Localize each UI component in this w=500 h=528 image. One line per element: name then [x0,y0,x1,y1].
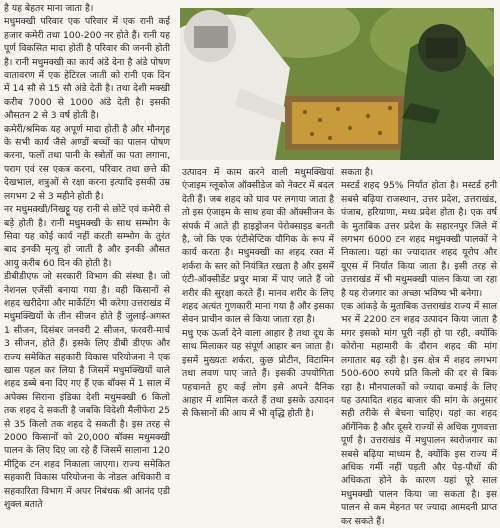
beekeeper-illustration [180,8,494,160]
paragraph: सकता है। [341,167,374,178]
paragraph: नर मधुमक्खी/निखट्टू यह रानी से छोटे एवं कमेरी से बड़े होती है। रानी मधुमक्खी के साथ सम्भोग के सिवा यह कोई कार्य नहीं करती सम्भोग के तुरंत बाद इनकी मृत्यु हो जाती है और इनकी औसत आयु करीब 60 दिन की होती है। [4,204,170,269]
beekeeper-photo [180,8,494,160]
paragraph: डीबीडीएफ जो सरकारी विभाग की संस्था है। जो नेशनल एजेंसी बनाया गया है। वही किसानों से शहद खरीदेगा और मार्केटिंग भी करेगा उत्तराखंड में मधुमक्खियों के तीन सीजन होते हैं जुलाई-अगस्त 1 सीजन, दिसंबर जनवरी 2 सीजन, फरवरी-मार्च 3 सीजन, होते हैं। इसके लिए डीबी डीएफ और राज्य समेकित सहकारी विकास परियोजना ने एक खास पहल कर लिया है जिसमें मधुमक्खियों वाले शहद डब्बे बना दिए गए हैं एक बॉक्स में 1 साल में अपेक्स सिराना इंडिका देशी मधुमक्खी 6 किलो तक शहद दे सकती है जबकि विदेशी मैलीफेरा 25 से 35 किलो तक शहद दे सकती है। इस तरह से 2000 किसानों को 20,000 बॉक्स मधुमक्खी पालन के लिए दिए जा रहे हैं जिसमें सालाना 120 मीट्रिक टन शहद निकाला जाएगा। राज्य समेकित सहकारी विकास परियोजना के नोडल अधिकारी व सहकारिता विभाग में अपर निबंधक श्री आनंद एडी शुक्ल बताते [4,271,170,511]
paragraph: कमेरी/श्रमिक यह अपूर्ण मादा होती है और मौनगृह के सभी कार्य जैसे अण्डों बच्चों का पालन पोषण करना, फलों तथा पानी के स्त्रोतों का पता लगाना, पराग एवं रस एकत्र करना, परिवार तथा छत्ते की देखभाल, शत्रुओं से रक्षा करना इत्यादि इसकी उम्र लगभग 2 से 3 महीने होती है। [4,123,170,202]
article-column-1 [4,2,170,511]
paragraph: उत्पादन में काम करने वाली मधुमक्खियां एंजाइम ग्लूकोज ऑक्सीडेज को नेक्टर में बदल देती हैं। जब शहद को घाव पर लगाया जाता है तो इस एंजाइम के साथ हवा की ऑक्सीजन के संपर्क में आते ही हाइड्रोजन पेरोक्साइड बनती है, जो कि एक एंटीसेप्टिक यौगिक के रूप में कार्य करता है। मधुमक्खी का शहद रक्त में शर्करा के स्तर को नियंत्रित रखता है और इसमें एंटी-ऑक्सीडेंट प्रचुर मात्रा में पाए जाते हैं जो शरीर की सुरक्षा करते हैं। मानव शरीर के लिए शहद अत्यंत गुणकारी माना गया है और इसका सेवन प्राचीन काल से किया जाता रहा है। [182,167,334,326]
article-column-3 [341,166,497,528]
article-column-2 [182,166,334,421]
paragraph: मस्टर्ड शहद 95% निर्यात होता है। मस्टर्ड हनी सबसे बढ़िया राजस्थान, उत्तर प्रदेश, उत्तराखंड, पंजाब, हरियाणा, मध्य प्रदेश होता है। एक वर्ष के मुताबिक उत्तर प्रदेश के सहारनपुर जिले में लगभग 6000 टन शहद मधुमक्खी पालकों ने निकाला। यहां का ज्यादातर शहद यूरोप और यूएस में निर्यात किया जाता है। इसी तरह से उत्तराखंड में भी मधुमक्खी पालन किया जा रहा है यह रोजगार का अच्छा भविष्य भी बनेगा। [341,180,497,299]
paragraph: मधु एक ऊर्जा देने वाला आहार है तथा दूध के साथ मिलाकर यह संपूर्ण आहार बन जाता है। इसमें मुख्यतः शर्करा, कुछ प्रोटीन, विटामिन तथा लवण पाए जाते हैं। इसकी उपयोगिता पहचानते हुए कई लोग इसे अपने दैनिक आहार में शामिल करते हैं तथा इसके उत्पादन से किसानों की आय में भी वृद्धि होती है। [182,327,334,420]
paragraph: एक आंकड़े के मुताबिक उत्तराखंड राज्य में साल भर में 2200 टन शहद उत्पादन किया जाता है मगर इसको मांग पूरी नहीं हो पा रही, क्योंकि कोरोना महामारी के दौरान शहद की मांग लगातार बढ़ रही है। इस क्षेत्र में शहद लगभग 500-600 रुपये प्रति किलो की दर से बिक रहा है। मौनपालकों को ज्यादा कमाई के लिए यह उत्पादित शहद बाजार की मांग के अनुसार सही तरीके से बेचना चाहिए। यहां का शहद ऑर्गेनिक है और दूसरे राज्यों से अधिक गुणवत्ता पूर्ण है। उत्तराखंड में मधुपालन स्वरोजगार का सबसे बढ़िया माध्यम है, क्योंकि इस राज्य में अधिक गर्मी नहीं पड़ती और पेड़-पौधों की अधिकता होने के कारण यहां पूरे साल मधुमक्खी पालन किया जा सकता है। इस पालन से कम मेहनत पर ज्यादा आमदनी प्राप्त कर सकते हैं। [341,301,497,527]
paragraph: है यह बेहतर माना जाता है। [4,3,94,14]
paragraph: मधुमक्खी परिवार एक परिवार में एक रानी कई हजार कमेरी तथा 100-200 नर होते हैं। रानी यह पूर्ण विकसित मादा होती है परिवार की जननी होती है। रानी मधुमक्खी का कार्य अंडे देना है अंडे पोषण वातावरण में एक हेटिरल जाती को रानी एक दिन में 14 सौ से 15 सौ अंडे देती है। तथा देशी मक्खी करीब 7000 से 1000 अंडे देती है। इसकी औसतन 2 से 3 वर्ष होती है। [4,16,170,122]
